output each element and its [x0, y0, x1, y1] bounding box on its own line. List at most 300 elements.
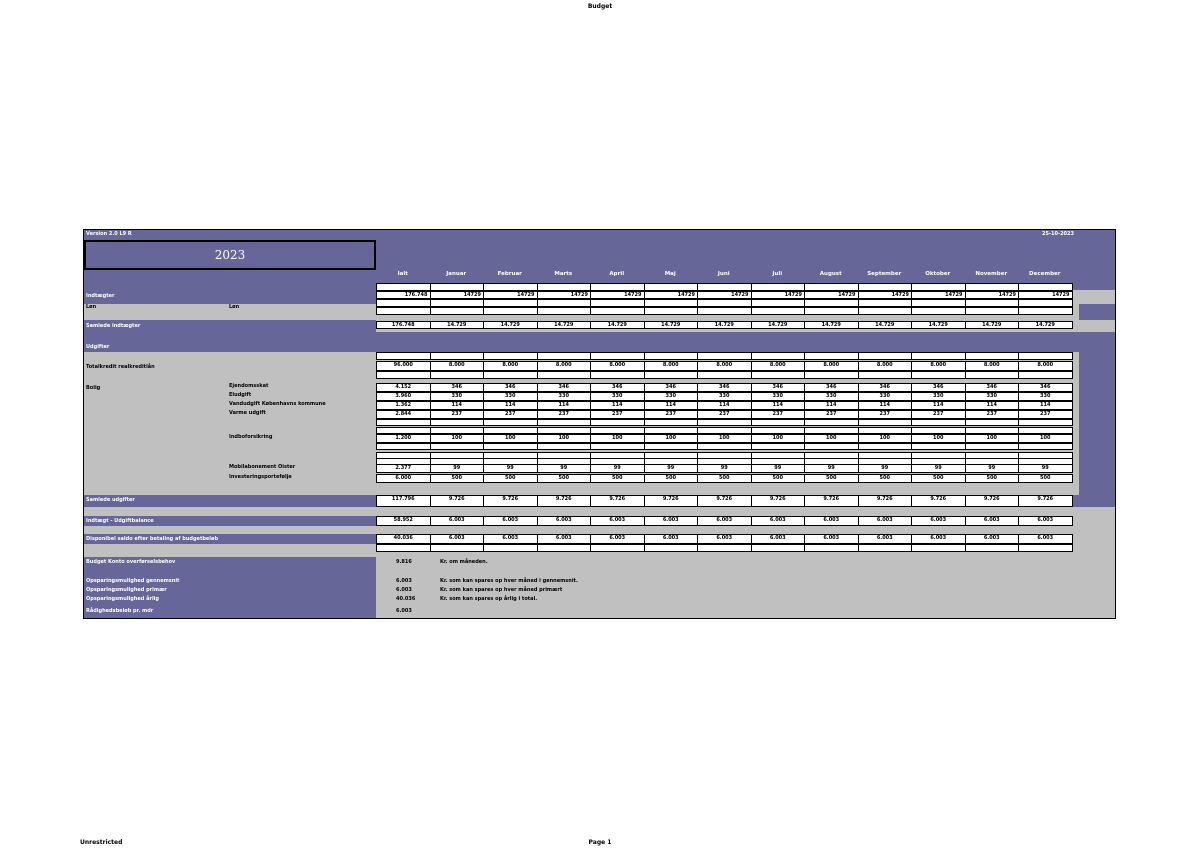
expense-item-label: Vandudgift Københavns kommune: [229, 401, 326, 407]
expense-item-cell: 237: [697, 410, 752, 419]
column-header: Ialt: [397, 271, 408, 277]
empty-cell: [804, 458, 859, 465]
expense-sum-cell: 9.726: [858, 495, 913, 507]
balance-cell: 6.003: [1018, 516, 1073, 526]
empty-cell: [751, 307, 806, 315]
income-total-cell: 14729: [911, 291, 966, 299]
income-sum-cell: 176.748: [376, 321, 431, 329]
lon-label-a: Løn: [86, 304, 97, 310]
balance-cell: 6.003: [430, 516, 485, 526]
empty-cell: [590, 458, 645, 465]
empty-cell: [858, 443, 913, 450]
empty-cell: [965, 307, 1020, 315]
empty-cell: [590, 352, 645, 360]
expense-item-cell: 500: [590, 474, 645, 483]
disponibel-cell: 6.003: [911, 534, 966, 544]
empty-cell: [376, 371, 431, 379]
empty-cell: [697, 352, 752, 360]
expense-label: Udgifter: [86, 344, 110, 350]
empty-cell: [644, 419, 699, 426]
column-header: Maj: [664, 271, 676, 277]
empty-cell: [590, 427, 645, 434]
empty-cell: [804, 352, 859, 360]
empty-cell: [751, 299, 806, 307]
income-sum-cell: 14.729: [751, 321, 806, 329]
empty-cell: [430, 352, 485, 360]
balance-cell: 58.952: [376, 516, 431, 526]
empty-cell: [965, 352, 1020, 360]
expense-sum-cell: 9.726: [483, 495, 538, 507]
empty-cell: [644, 544, 699, 552]
empty-cell: [590, 371, 645, 379]
expense-item-cell: 99: [858, 464, 913, 473]
expense-item-cell: 100: [483, 434, 538, 443]
empty-cell: [430, 419, 485, 426]
expense-item-cell: 330: [697, 392, 752, 401]
empty-cell: [858, 299, 913, 307]
expense-item-cell: 99: [804, 464, 859, 473]
expense-item-cell: 114: [483, 401, 538, 410]
empty-cell: [430, 458, 485, 465]
expense-item-cell: 330: [858, 392, 913, 401]
empty-cell: [1018, 299, 1073, 307]
disponibel-cell: 40.036: [376, 534, 431, 544]
empty-cell: [537, 419, 592, 426]
expense-item-label: Indboforsikring: [229, 434, 273, 440]
empty-cell: [965, 443, 1020, 450]
expense-item-cell: 100: [590, 434, 645, 443]
empty-cell: [376, 352, 431, 360]
empty-cell: [911, 299, 966, 307]
expense-item-cell: 100: [644, 434, 699, 443]
empty-cell: [697, 419, 752, 426]
expense-item-cell: 346: [858, 383, 913, 392]
column-header: April: [609, 271, 625, 277]
loan-cell: 8.000: [751, 361, 806, 371]
empty-cell: [1018, 427, 1073, 434]
expense-item-cell: 100: [804, 434, 859, 443]
expense-item-cell: 100: [751, 434, 806, 443]
balance-label: Indtægt - Udgiftbalance: [86, 518, 154, 524]
empty-cell: [697, 544, 752, 552]
footer-left: Unrestricted: [80, 839, 123, 846]
empty-cell: [537, 443, 592, 450]
empty-cell: [911, 283, 966, 291]
empty-cell: [537, 352, 592, 360]
empty-cell: [965, 544, 1020, 552]
disponibel-cell: 6.003: [590, 534, 645, 544]
empty-cell: [376, 307, 431, 315]
empty-cell: [965, 458, 1020, 465]
empty-cell: [376, 544, 431, 552]
income-sum-cell: 14.729: [1018, 321, 1073, 329]
expense-item-cell: 114: [697, 401, 752, 410]
empty-cell: [644, 427, 699, 434]
empty-cell: [911, 352, 966, 360]
empty-cell: [965, 419, 1020, 426]
empty-cell: [751, 371, 806, 379]
expense-item-cell: 500: [537, 474, 592, 483]
summary-value: 6.003: [396, 587, 412, 593]
empty-cell: [537, 283, 592, 291]
empty-cell: [804, 371, 859, 379]
expense-item-cell: 330: [537, 392, 592, 401]
expense-sum-cell: 9.726: [804, 495, 859, 507]
empty-cell: [751, 283, 806, 291]
expense-sum-cell: 9.726: [697, 495, 752, 507]
column-header: August: [819, 271, 842, 277]
empty-cell: [858, 352, 913, 360]
expense-item-cell: 346: [644, 383, 699, 392]
income-sum-cell: 14.729: [804, 321, 859, 329]
disponibel-cell: 6.003: [430, 534, 485, 544]
expense-item-cell: 330: [751, 392, 806, 401]
loan-cell: 8.000: [965, 361, 1020, 371]
lon-label-b: Løn: [229, 304, 240, 310]
disponibel-cell: 6.003: [804, 534, 859, 544]
expense-item-cell: 237: [483, 410, 538, 419]
expense-sum-cell: 9.726: [430, 495, 485, 507]
empty-cell: [858, 307, 913, 315]
summary-label: Rådighedsbeløb pr. mdr: [86, 608, 154, 614]
income-sum-cell: 14.729: [858, 321, 913, 329]
empty-cell: [644, 443, 699, 450]
expense-item-cell: 237: [965, 410, 1020, 419]
empty-cell: [858, 419, 913, 426]
expense-item-cell: 114: [1018, 401, 1073, 410]
summary-label: Budget Konto overførselsbehov: [86, 559, 176, 565]
expense-sum-cell: 9.726: [911, 495, 966, 507]
expense-item-cell: 500: [911, 474, 966, 483]
expense-item-cell: 346: [1018, 383, 1073, 392]
expense-item-cell: 100: [537, 434, 592, 443]
expense-item-cell: 114: [911, 401, 966, 410]
income-total-cell: 14729: [858, 291, 913, 299]
column-header: Oktober: [925, 271, 951, 277]
empty-cell: [858, 458, 913, 465]
empty-cell: [697, 371, 752, 379]
empty-cell: [911, 371, 966, 379]
empty-cell: [590, 283, 645, 291]
expense-item-cell: 237: [430, 410, 485, 419]
empty-cell: [590, 544, 645, 552]
empty-cell: [911, 443, 966, 450]
income-total-cell: 14729: [697, 291, 752, 299]
balance-cell: 6.003: [697, 516, 752, 526]
empty-cell: [644, 371, 699, 379]
expense-item-cell: 346: [537, 383, 592, 392]
disponibel-label: Disponibel saldo efter betaling af budgetbeløb: [86, 536, 219, 542]
empty-cell: [697, 307, 752, 315]
empty-cell: [697, 443, 752, 450]
empty-cell: [537, 371, 592, 379]
income-total-cell: 14729: [1018, 291, 1073, 299]
column-header: Juni: [717, 271, 730, 277]
summary-value: 40.036: [396, 596, 416, 602]
balance-cell: 6.003: [537, 516, 592, 526]
expense-item-cell: 330: [965, 392, 1020, 401]
empty-cell: [430, 371, 485, 379]
expense-item-cell: 114: [430, 401, 485, 410]
expense-sum-cell: 9.726: [537, 495, 592, 507]
empty-cell: [537, 427, 592, 434]
expense-sum-cell: 117.796: [376, 495, 431, 507]
empty-cell: [804, 299, 859, 307]
summary-value: 9.816: [396, 559, 412, 565]
empty-cell: [376, 443, 431, 450]
expense-item-cell: 99: [911, 464, 966, 473]
expense-item-cell: 99: [1018, 464, 1073, 473]
empty-cell: [483, 352, 538, 360]
empty-cell: [376, 283, 431, 291]
empty-cell: [697, 458, 752, 465]
expense-sum-cell: 9.726: [590, 495, 645, 507]
empty-cell: [376, 419, 431, 426]
empty-cell: [376, 458, 431, 465]
income-total-cell: 14729: [804, 291, 859, 299]
loan-cell: 8.000: [1018, 361, 1073, 371]
loan-cell: 8.000: [590, 361, 645, 371]
expense-item-cell: 500: [697, 474, 752, 483]
empty-cell: [590, 299, 645, 307]
summary-value: 6.003: [396, 578, 412, 584]
expense-item-cell: 2.377: [376, 464, 431, 473]
empty-cell: [644, 299, 699, 307]
disponibel-cell: 6.003: [751, 534, 806, 544]
income-sum-cell: 14.729: [911, 321, 966, 329]
empty-cell: [804, 544, 859, 552]
expense-item-cell: 99: [697, 464, 752, 473]
expense-item-cell: 330: [483, 392, 538, 401]
expense-item-cell: 237: [537, 410, 592, 419]
side-band: [1079, 304, 1116, 320]
expense-item-cell: 237: [911, 410, 966, 419]
expense-item-cell: 99: [590, 464, 645, 473]
empty-cell: [697, 283, 752, 291]
empty-cell: [483, 458, 538, 465]
expense-item-cell: 99: [965, 464, 1020, 473]
disponibel-cell: 6.003: [1018, 534, 1073, 544]
loan-cell: 8.000: [858, 361, 913, 371]
expense-item-cell: 100: [430, 434, 485, 443]
column-header: December: [1029, 271, 1061, 277]
expense-item-cell: 330: [1018, 392, 1073, 401]
expense-item-cell: 346: [697, 383, 752, 392]
empty-cell: [537, 307, 592, 315]
income-sum-label: Samlede indtægter: [86, 323, 141, 329]
expense-item-cell: 237: [1018, 410, 1073, 419]
expense-item-cell: 346: [590, 383, 645, 392]
summary-note: Kr. som kan spares op hver måned primært: [440, 587, 563, 593]
balance-cell: 6.003: [590, 516, 645, 526]
budget-sheet: [83, 229, 1116, 619]
empty-cell: [1018, 419, 1073, 426]
income-total-cell: 14729: [965, 291, 1020, 299]
expense-item-cell: 500: [483, 474, 538, 483]
empty-cell: [965, 427, 1020, 434]
summary-label: Opsparingsmulighed gennemsnit: [86, 578, 180, 584]
empty-cell: [644, 283, 699, 291]
expense-item-cell: 114: [537, 401, 592, 410]
summary-label: Opsparingsmulighed årlig: [86, 596, 159, 602]
column-header: Juli: [772, 271, 783, 277]
income-label-band: [84, 290, 376, 304]
expense-item-cell: 500: [644, 474, 699, 483]
empty-cell: [858, 544, 913, 552]
empty-cell: [804, 283, 859, 291]
expense-item-cell: 330: [911, 392, 966, 401]
empty-cell: [1018, 371, 1073, 379]
income-sum-cell: 14.729: [590, 321, 645, 329]
expense-item-cell: 1.200: [376, 434, 431, 443]
column-header: Januar: [446, 271, 467, 277]
empty-cell: [751, 544, 806, 552]
empty-cell: [590, 443, 645, 450]
balance-cell: 6.003: [858, 516, 913, 526]
empty-cell: [697, 427, 752, 434]
expense-item-cell: 330: [590, 392, 645, 401]
expense-item-cell: 346: [804, 383, 859, 392]
empty-cell: [911, 307, 966, 315]
expense-item-cell: 114: [965, 401, 1020, 410]
empty-cell: [430, 443, 485, 450]
income-sum-cell: 14.729: [644, 321, 699, 329]
income-total-cell: 14729: [751, 291, 806, 299]
expense-item-cell: 100: [965, 434, 1020, 443]
income-sum-cell: 14.729: [697, 321, 752, 329]
expense-item-cell: 100: [1018, 434, 1073, 443]
empty-cell: [537, 299, 592, 307]
loan-cell: 8.000: [804, 361, 859, 371]
date-label: 25-10-2023: [1042, 231, 1074, 237]
empty-cell: [911, 427, 966, 434]
expense-item-label: Ejendomsskat: [229, 383, 269, 389]
income-label: Indtægter: [86, 293, 115, 299]
expense-item-cell: 346: [751, 383, 806, 392]
empty-cell: [911, 544, 966, 552]
empty-cell: [697, 299, 752, 307]
empty-cell: [804, 427, 859, 434]
summary-note: Kr. som kan spares op årlig i total.: [440, 596, 538, 602]
empty-cell: [751, 443, 806, 450]
income-sum-cell: 14.729: [483, 321, 538, 329]
empty-cell: [483, 283, 538, 291]
column-header: Marts: [554, 271, 573, 277]
expense-item-label: Mobilabonement Oister: [229, 464, 296, 470]
disponibel-cell: 6.003: [858, 534, 913, 544]
expense-item-cell: 114: [751, 401, 806, 410]
disponibel-cell: 6.003: [537, 534, 592, 544]
empty-cell: [1018, 544, 1073, 552]
expense-item-cell: 114: [804, 401, 859, 410]
empty-cell: [590, 307, 645, 315]
empty-cell: [1018, 307, 1073, 315]
empty-cell: [376, 427, 431, 434]
expense-item-cell: 346: [483, 383, 538, 392]
empty-cell: [965, 371, 1020, 379]
disponibel-cell: 6.003: [644, 534, 699, 544]
balance-cell: 6.003: [751, 516, 806, 526]
expense-sum-cell: 9.726: [1018, 495, 1073, 507]
empty-cell: [804, 307, 859, 315]
loan-cell: 8.000: [483, 361, 538, 371]
expense-item-cell: 237: [590, 410, 645, 419]
empty-cell: [537, 458, 592, 465]
disponibel-cell: 6.003: [483, 534, 538, 544]
expense-item-cell: 330: [644, 392, 699, 401]
expense-item-cell: 99: [483, 464, 538, 473]
empty-cell: [751, 352, 806, 360]
expense-item-cell: 114: [590, 401, 645, 410]
income-total-cell: 14729: [483, 291, 538, 299]
empty-cell: [1018, 283, 1073, 291]
expense-item-cell: 100: [911, 434, 966, 443]
summary-note: Kr. som kan spares op hver måned i gennemsnit.: [440, 578, 578, 584]
empty-cell: [858, 283, 913, 291]
expense-item-cell: 237: [644, 410, 699, 419]
income-total-cell: 14729: [537, 291, 592, 299]
empty-cell: [644, 352, 699, 360]
empty-cell: [644, 307, 699, 315]
loan-cell: 8.000: [697, 361, 752, 371]
expense-item-cell: 346: [430, 383, 485, 392]
expense-item-cell: 500: [751, 474, 806, 483]
empty-cell: [644, 458, 699, 465]
expense-item-cell: 114: [858, 401, 913, 410]
column-header: September: [867, 271, 902, 277]
empty-cell: [965, 299, 1020, 307]
empty-cell: [537, 544, 592, 552]
empty-cell: [751, 427, 806, 434]
expense-item-cell: 330: [804, 392, 859, 401]
expense-item-cell: 99: [751, 464, 806, 473]
empty-cell: [1018, 458, 1073, 465]
empty-cell: [483, 443, 538, 450]
summary-note: Kr. om måneden.: [440, 559, 488, 565]
expense-item-cell: 500: [1018, 474, 1073, 483]
income-sum-cell: 14.729: [537, 321, 592, 329]
empty-cell: [1018, 352, 1073, 360]
empty-cell: [430, 283, 485, 291]
income-total-cell: 176.748: [376, 291, 431, 299]
empty-cell: [858, 371, 913, 379]
expense-item-cell: 99: [644, 464, 699, 473]
page-header: Budget: [587, 3, 613, 10]
side-band-2: [1079, 352, 1116, 495]
income-sum-cell: 14.729: [965, 321, 1020, 329]
loan-cell: 8.000: [911, 361, 966, 371]
empty-cell: [376, 299, 431, 307]
expense-item-label: Varme udgift: [229, 410, 266, 416]
expense-sum-label: Samlede udgifter: [86, 497, 135, 503]
expense-sum-cell: 9.726: [751, 495, 806, 507]
expense-item-cell: 237: [751, 410, 806, 419]
expense-item-cell: 6.000: [376, 474, 431, 483]
balance-cell: 6.003: [911, 516, 966, 526]
disponibel-cell: 6.003: [697, 534, 752, 544]
disponibel-cell: 6.003: [965, 534, 1020, 544]
empty-cell: [483, 427, 538, 434]
expense-item-cell: 330: [430, 392, 485, 401]
balance-cell: 6.003: [965, 516, 1020, 526]
income-total-cell: 14729: [590, 291, 645, 299]
empty-cell: [483, 299, 538, 307]
empty-cell: [430, 544, 485, 552]
empty-cell: [483, 419, 538, 426]
empty-cell: [590, 419, 645, 426]
empty-cell: [804, 419, 859, 426]
expense-item-cell: 99: [537, 464, 592, 473]
